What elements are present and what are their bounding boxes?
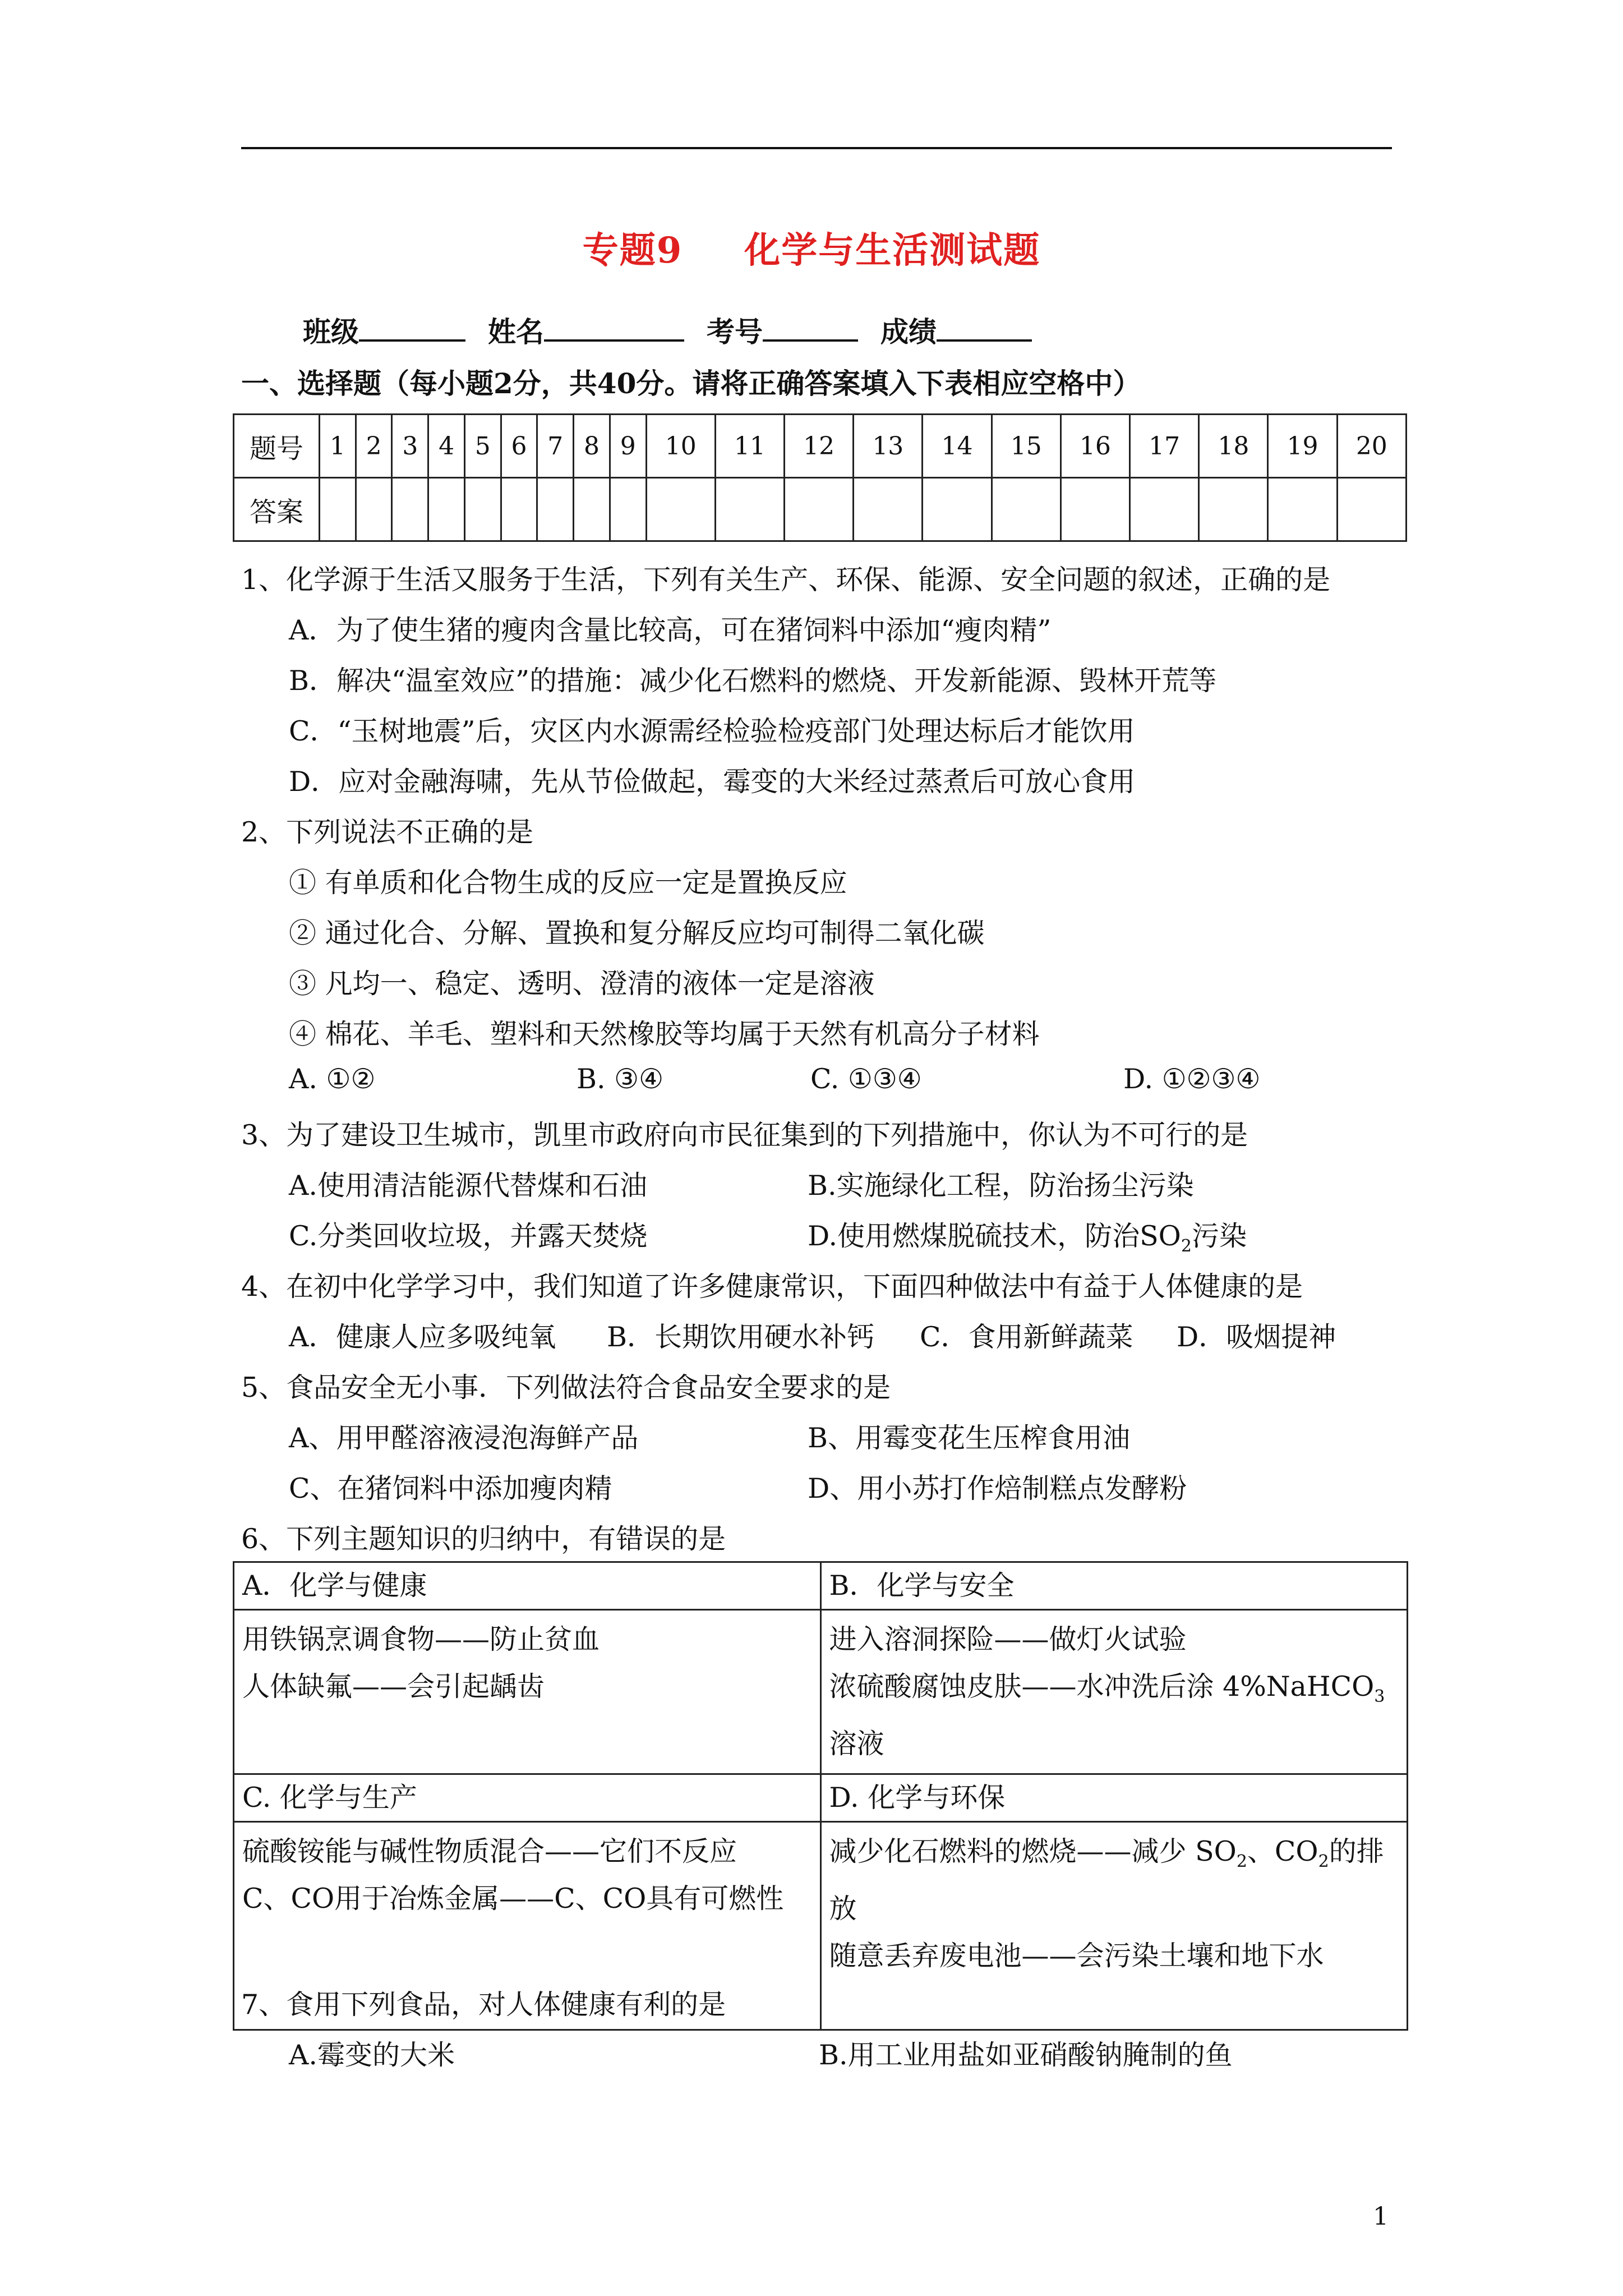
q1-option-d: D．应对金融海啸，先从节俭做起，霉变的大米经过蒸煮后可放心食用: [289, 766, 1136, 798]
question-number: 11: [715, 415, 784, 478]
q2-stem: 2、下列说法不正确的是: [241, 816, 534, 848]
exam-no-blank[interactable]: [763, 312, 858, 342]
answer-table-answer-row: [234, 478, 1407, 541]
q6-b-item-2-text-end: 溶液: [829, 1727, 884, 1760]
question-number: 13: [854, 415, 923, 478]
answer-cell[interactable]: [428, 478, 465, 541]
score-blank[interactable]: [937, 312, 1032, 342]
q5-option-b: B、用霉变花生压榨食用油: [808, 1422, 1131, 1454]
q3-option-a: A.使用清洁能源代替煤和石油: [289, 1170, 647, 1202]
q5-option-c: C、在猪饲料中添加瘦肉精: [289, 1473, 612, 1504]
q6-b-item-2-text: 浓硫酸腐蚀皮肤——水冲洗后涂 4%NaHCO: [829, 1671, 1375, 1703]
question-number: 20: [1337, 415, 1406, 478]
answer-cell[interactable]: [646, 478, 715, 541]
answer-cell[interactable]: [1061, 478, 1129, 541]
q2-statement-1: ① 有单质和化合物生成的反应一定是置换反应: [289, 867, 847, 899]
answer-cell[interactable]: [320, 478, 356, 541]
answer-table-number-row: [234, 415, 1407, 478]
page-title: [0, 222, 1623, 273]
q6-b-item-2-subscript: 3: [1374, 1686, 1385, 1706]
q2-option-b: B. ③④: [577, 1063, 664, 1095]
section-heading: 一、选择题（每小题2分，共40分。请将正确答案填入下表相应空格中）: [241, 367, 1141, 400]
q1-stem: 1、化学源于生活又服务于生活，下列有关生产、环保、能源、安全问题的叙述，正确的是: [241, 564, 1331, 596]
answer-cell[interactable]: [715, 478, 784, 541]
score-label: 成绩: [880, 315, 937, 348]
q6-b-head: B．化学与安全: [820, 1562, 1408, 1610]
question-number: 8: [574, 415, 610, 478]
q7-stem: 7、食用下列食品，对人体健康有利的是: [241, 1989, 726, 2021]
question-number: 16: [1061, 415, 1129, 478]
q5-option-d: D、用小苏打作焙制糕点发酵粉: [808, 1473, 1187, 1504]
title-topic: 专题9: [582, 229, 683, 272]
class-label: 班级: [303, 315, 359, 348]
question-number: 2: [356, 415, 392, 478]
question-number: 1: [320, 415, 356, 478]
question-number: 4: [428, 415, 465, 478]
question-number: 17: [1130, 415, 1199, 478]
header-rule: [241, 147, 1392, 149]
q6-b-item-2: [829, 1663, 1399, 1768]
q6-b-body: [820, 1610, 1408, 1774]
q6-a-item-1: 用铁锅烹调食物——防止贫血: [242, 1623, 600, 1655]
answer-cell[interactable]: [1268, 478, 1337, 541]
q6-a-item-2: 人体缺氟——会引起龋齿: [242, 1671, 545, 1703]
q6-d-item-1: [829, 1828, 1399, 1932]
answer-cell[interactable]: [992, 478, 1061, 541]
q1-option-a: A．为了使生猪的瘦肉含量比较高，可在猪饲料中添加“瘦肉精”: [289, 614, 1052, 646]
q6-d-item-2: 随意丢弃废电池——会污染土壤和地下水: [829, 1939, 1324, 1972]
question-number: 6: [501, 415, 537, 478]
q3-option-d-text: D.使用燃煤脱硫技术，防治SO: [808, 1220, 1181, 1252]
answer-cell[interactable]: [464, 478, 501, 541]
q5-option-a: A、用甲醛溶液浸泡海鲜产品: [289, 1422, 639, 1454]
name-label: 姓名: [488, 315, 544, 348]
title-text: 化学与生活测试题: [744, 229, 1041, 272]
q6-c-item-1: 硫酸铵能与碱性物质混合——它们不反应: [242, 1835, 737, 1867]
answer-cell[interactable]: [356, 478, 392, 541]
page-number: 1: [1373, 2202, 1389, 2231]
q2-statement-3: ③ 凡均一、稳定、透明、澄清的液体一定是溶液: [289, 968, 875, 1000]
q4-stem: 4、在初中化学学习中，我们知道了许多健康常识，下面四种做法中有益于人体健康的是: [241, 1271, 1303, 1303]
answer-table: [233, 413, 1407, 542]
question-number: 19: [1268, 415, 1337, 478]
q6-table: [233, 1561, 1408, 2031]
answer-cell[interactable]: [854, 478, 923, 541]
answer-cell[interactable]: [392, 478, 428, 541]
q3-option-d-subscript: 2: [1181, 1236, 1192, 1256]
q6-d-item-1-text-mid: 、CO: [1247, 1835, 1318, 1867]
answer-cell[interactable]: [501, 478, 537, 541]
q3-option-d-text-end: 污染: [1191, 1220, 1247, 1252]
answer-cell[interactable]: [1199, 478, 1268, 541]
q6-c-item-2: C、CO用于冶炼金属——C、CO具有可燃性: [242, 1882, 784, 1915]
answer-cell[interactable]: [610, 478, 646, 541]
q1-option-c: C．“玉树地震”后，灾区内水源需经检验检疫部门处理达标后才能饮用: [289, 715, 1135, 747]
question-number: 14: [923, 415, 992, 478]
q3-option-b: B.实施绿化工程，防治扬尘污染: [808, 1170, 1194, 1202]
answer-cell[interactable]: [574, 478, 610, 541]
answer-cell[interactable]: [1130, 478, 1199, 541]
q6-d-item-1-subscript: 2: [1236, 1851, 1247, 1871]
q6-b-item-1: 进入溶洞探险——做灯火试验: [829, 1623, 1187, 1655]
row-head-answer: 答案: [234, 478, 320, 541]
question-number: 18: [1199, 415, 1268, 478]
q1-option-b: B．解决“温室效应”的措施：减少化石燃料的燃烧、开发新能源、毁林开荒等: [289, 665, 1217, 697]
q6-d-item-1-text: 减少化石燃料的燃烧——减少 SO: [829, 1835, 1237, 1867]
answer-cell[interactable]: [785, 478, 854, 541]
q6-c-head: C. 化学与生产: [234, 1774, 821, 1821]
q2-option-a: A. ①②: [289, 1063, 376, 1095]
q6-a-body: [234, 1610, 821, 1774]
q2-option-c: C. ①③④: [810, 1063, 922, 1095]
answer-cell[interactable]: [923, 478, 992, 541]
exam-no-label: 考号: [707, 315, 763, 348]
q4-option-d: D．吸烟提神: [1177, 1321, 1336, 1353]
class-blank[interactable]: [359, 312, 465, 342]
student-info-line: [303, 310, 1054, 350]
q2-statement-2: ② 通过化合、分解、置换和复分解反应均可制得二氧化碳: [289, 917, 985, 949]
question-number: 15: [992, 415, 1061, 478]
q7-option-b: B.用工业用盐如亚硝酸钠腌制的鱼: [819, 2039, 1233, 2071]
q6-d-item-1-subscript-2: 2: [1318, 1851, 1329, 1871]
question-number: 5: [464, 415, 501, 478]
q2-statement-4: ④ 棉花、羊毛、塑料和天然橡胶等均属于天然有机高分子材料: [289, 1018, 1040, 1050]
row-head-number: 题号: [234, 415, 320, 478]
q6-d-head: D. 化学与环保: [820, 1774, 1408, 1821]
q3-option-c: C.分类回收垃圾，并露天焚烧: [289, 1220, 648, 1252]
q6-a-head: A．化学与健康: [234, 1562, 821, 1610]
q5-stem: 5、食品安全无小事．下列做法符合食品安全要求的是: [241, 1372, 891, 1404]
q6-stem: 6、下列主题知识的归纳中，有错误的是: [241, 1523, 726, 1555]
question-number: 3: [392, 415, 428, 478]
answer-cell[interactable]: [1337, 478, 1406, 541]
answer-cell[interactable]: [537, 478, 574, 541]
q3-stem: 3、为了建设卫生城市，凯里市政府向市民征集到的下列措施中，你认为不可行的是: [241, 1119, 1248, 1151]
question-number: 7: [537, 415, 574, 478]
q4-option-c: C．食用新鲜蔬菜: [920, 1321, 1133, 1353]
q6-d-body: [820, 1821, 1408, 2030]
name-blank[interactable]: [544, 312, 684, 342]
q2-option-d: D. ①②③④: [1123, 1063, 1261, 1095]
q3-option-d: [808, 1214, 1247, 1256]
q4-option-a: A．健康人应多吸纯氧: [289, 1321, 556, 1353]
question-number: 9: [610, 415, 646, 478]
question-number: 10: [646, 415, 715, 478]
q6-d-item-1-text-end: 的排放: [829, 1835, 1384, 1925]
question-number: 12: [785, 415, 854, 478]
q4-option-b: B．长期饮用硬水补钙: [607, 1321, 875, 1353]
q7-option-a: A.霉变的大米: [289, 2039, 455, 2071]
